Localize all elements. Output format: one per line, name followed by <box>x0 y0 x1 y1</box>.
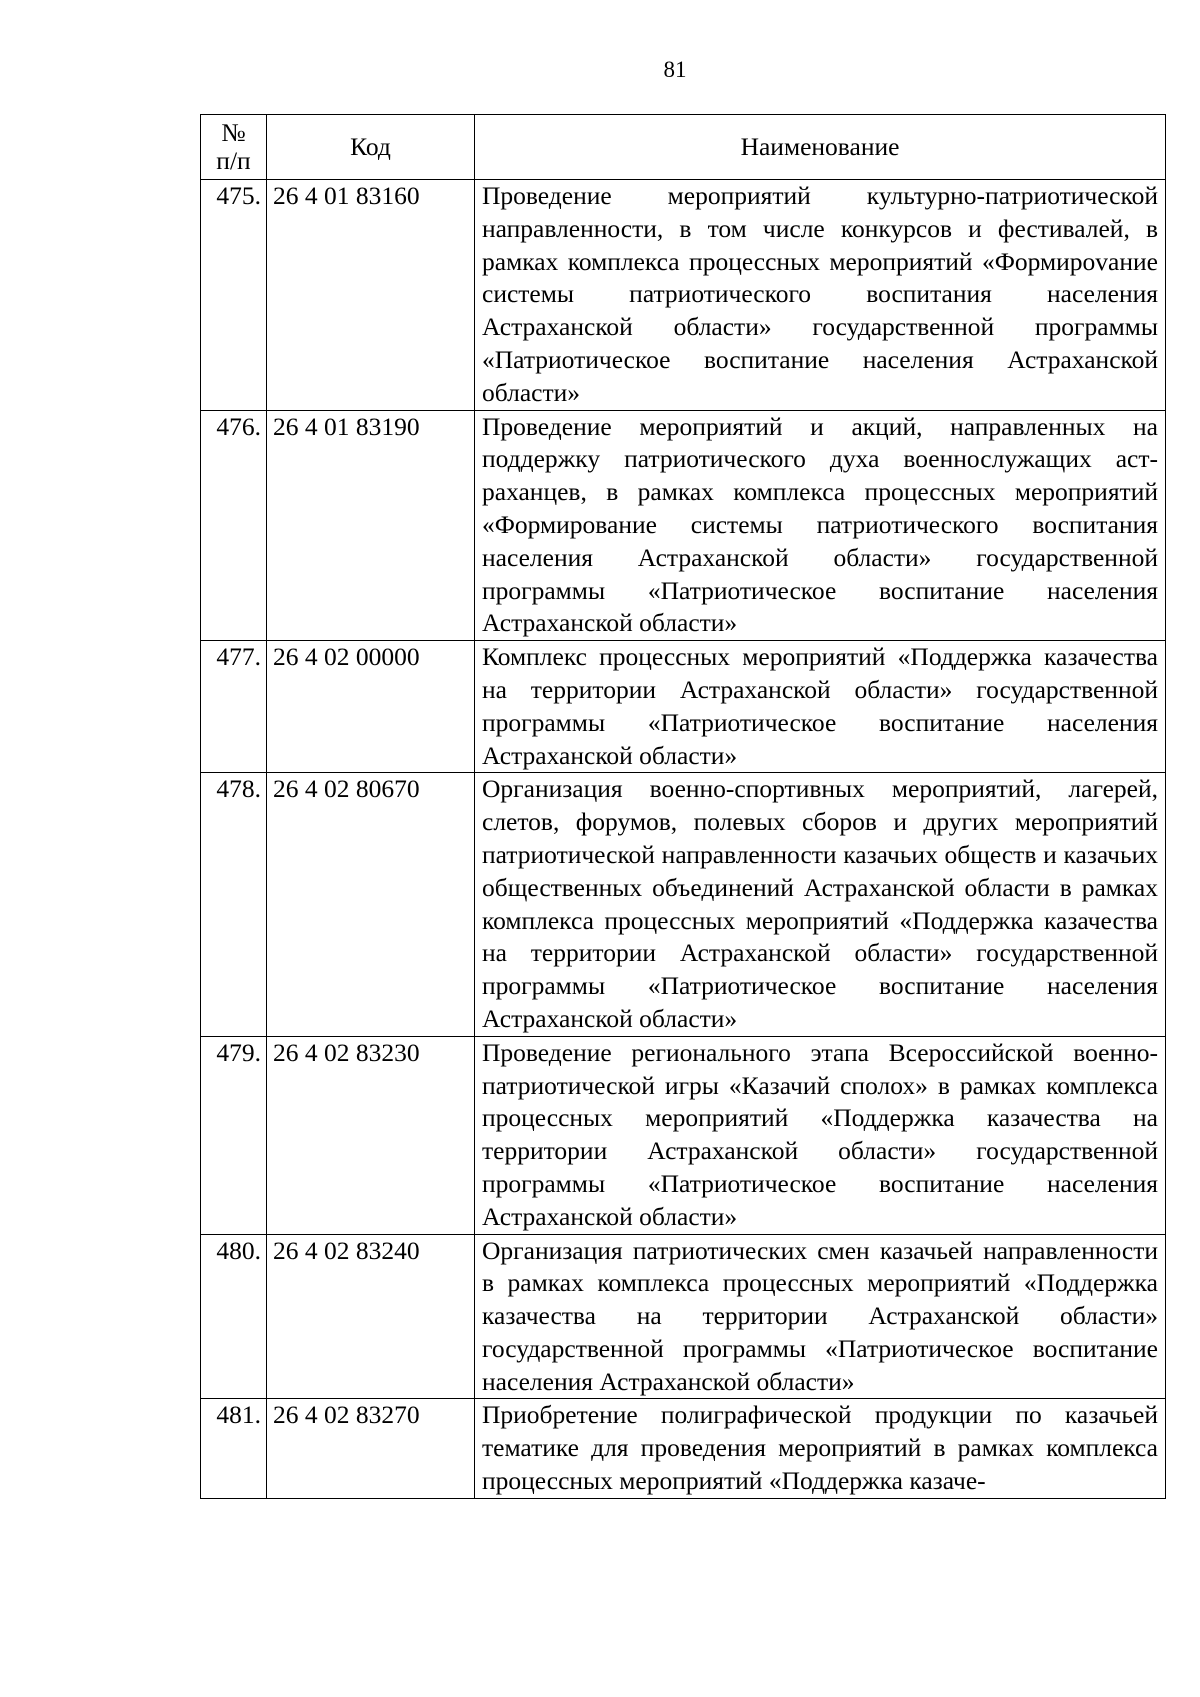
header-name: Наименование <box>475 115 1166 180</box>
header-num-line1: № <box>221 118 246 147</box>
table-row <box>201 410 1166 641</box>
row-code: 26 4 02 00000 <box>267 641 475 773</box>
row-code: 26 4 02 83240 <box>267 1234 475 1399</box>
row-name: Проведение мероприятий и акций, направленных на поддержку патриотического духа военнослужащих астраханцев, в рамках комплекса процессных мероприятий «Формирование системы патриотического воспитания населения Астраханской области» государственной программы «Патриотическое воспитание населения Астраханской области» <box>475 410 1166 641</box>
row-num: 475. <box>201 180 267 411</box>
row-name: Организация патриотических смен казачьей направленности в рамках комплекса процессных мероприятий «Поддержка казачества на территории Астраханской области» государственной программы «Патриотическое воспитание населения Астраханской области» <box>475 1234 1166 1399</box>
table-row <box>201 1399 1166 1498</box>
row-code: 26 4 02 80670 <box>267 773 475 1036</box>
row-num: 479. <box>201 1036 267 1234</box>
row-num: 476. <box>201 410 267 641</box>
table-header-row <box>201 115 1166 180</box>
row-name: Проведение мероприятий культурно-патриотической направленности, в том числе конкурсов и фестивалей, в рамках комплекса процессных мероприятий «Формироvание системы патриотического воспитания населения Астраханской области» государственной программы «Патриотическое воспитание населения Астраханской области» <box>475 180 1166 411</box>
page-number: 81 <box>663 57 687 82</box>
table-row <box>201 641 1166 773</box>
row-code: 26 4 02 83230 <box>267 1036 475 1234</box>
table-row <box>201 180 1166 411</box>
row-num: 481. <box>201 1399 267 1498</box>
row-code: 26 4 02 83270 <box>267 1399 475 1498</box>
header-num-line2: п/п <box>216 146 251 175</box>
row-num: 478. <box>201 773 267 1036</box>
row-num: 480. <box>201 1234 267 1399</box>
row-name: Приобретение полиграфической продукции по казачьей тематике для проведения мероприятий в рамках комплекса процессных мероприятий «Поддержка казаче- <box>475 1399 1166 1498</box>
row-name: Проведение регионального этапа Всероссийской военно-патриотической игры «Казачий сполох» в рамках комплекса процессных мероприятий «Поддержка казачества на территории Астраханской области» государственной программы «Патриотическое воспитание населения Астраханской области» <box>475 1036 1166 1234</box>
header-code: Код <box>267 115 475 180</box>
row-name: Организация военно-спортивных мероприятий, лагерей, слетов, форумов, полевых сборов и других мероприятий патриотической направленности казачьих обществ и казачьих общественных объединений Астраханской области в рамках комплекса процессных мероприятий «Поддержка казачества на территории Астраханской области» государственной программы «Патриотическое воспитание населения Астраханской области» <box>475 773 1166 1036</box>
classification-table <box>200 114 1166 1499</box>
row-name: Комплекс процессных мероприятий «Поддержка казачества на территории Астраханской области» государственной программы «Патриотическое воспитание населения Астраханской области» <box>475 641 1166 773</box>
table-row <box>201 1036 1166 1234</box>
row-code: 26 4 01 83190 <box>267 410 475 641</box>
row-num: 477. <box>201 641 267 773</box>
row-code: 26 4 01 83160 <box>267 180 475 411</box>
header-num <box>201 115 267 180</box>
table-row <box>201 1234 1166 1399</box>
table-row <box>201 773 1166 1036</box>
